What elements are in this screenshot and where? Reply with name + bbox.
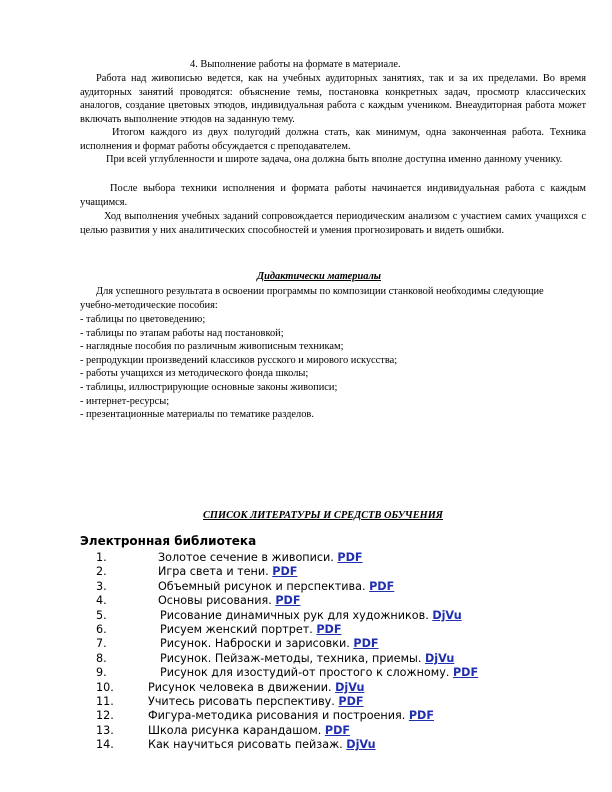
literature-item-title-text: Рисуем женский портрет. (160, 623, 317, 636)
literature-item-title-text: Рисование динамичных рук для художников. (160, 608, 433, 622)
literature-item-number: 1. (96, 551, 107, 564)
literature-download-link[interactable]: PDF (272, 565, 298, 579)
literature-item-number: 11. (96, 695, 114, 708)
list-item: - таблицы по этапам работы над постановкой; (80, 327, 284, 339)
ebook-section-title: Электронная библиотека (80, 534, 257, 548)
literature-item-title-text: Рисунок для изостудий-от простого к сложному. (160, 666, 453, 680)
literature-item-number: 8. (96, 651, 107, 665)
literature-download-link[interactable]: PDF (452, 666, 479, 680)
literature-list (96, 550, 576, 760)
literature-item-number: 13. (96, 723, 114, 737)
didactic-list (80, 313, 586, 422)
literature-download-link[interactable]: PDF (337, 551, 363, 564)
literature-item-number: 4. (96, 594, 107, 608)
literature-item-title (148, 694, 364, 709)
literature-item-title (158, 579, 394, 594)
literature-download-link[interactable]: DjVu (335, 680, 365, 694)
literature-download-link[interactable]: PDF (324, 723, 351, 737)
literature-download-link[interactable]: PDF (353, 637, 379, 651)
literature-item-title-text: Как научиться рисовать пейзаж. (148, 738, 347, 752)
literature-item-title (148, 680, 364, 695)
list-item: - презентационные материалы по тематике разделов. (80, 409, 314, 421)
literature-item-title-text: Рисунок. Наброски и зарисовки. (160, 637, 354, 651)
didactic-intro: Для успешного результата в освоении программы по композиции станковой необходимы следующие учебно-методические пособия: (80, 286, 544, 311)
literature-item-number: 14. (96, 738, 114, 752)
literature-item-title (160, 665, 478, 680)
literature-item-title-text: Основы рисования. (158, 594, 276, 608)
literature-download-link[interactable]: PDF (338, 695, 364, 708)
literature-item-title (158, 593, 300, 608)
literature-item-number: 7. (96, 637, 107, 651)
literature-item-title (160, 608, 462, 623)
literature-download-link[interactable]: PDF (369, 579, 395, 593)
literature-item-title-text: Золотое сечение в живописи. (158, 551, 338, 564)
literature-item-title-text: Фигура-методика рисования и построения. (148, 709, 409, 723)
list-item: - репродукции произведений классиков русского и мирового искусства; (80, 354, 398, 366)
list-item: - работы учащихся из методического фонда школы; (80, 368, 309, 380)
section-4-title: 4. Выполнение работы на формате в материале. (190, 59, 401, 70)
list-item: - интернет-ресурсы; (80, 395, 170, 407)
paragraph-1: Работа над живописью ведется, как на учебных аудиторных занятиях, так и за их пределами. Во время аудиторных занятий проводятся: объяснение темы, постановка конкретных задач, просмотр классических аналогов, создание цветовых этюдов, индивидуальная работа с каждым учеником. Внеаудиторная работа может включать выполнение этюдов на заданную тему. (80, 73, 586, 125)
literature-download-link[interactable]: PDF (408, 709, 434, 723)
literature-item-title (160, 622, 341, 637)
literature-item-title-text: Объемный рисунок и перспектива. (158, 579, 370, 593)
literature-item-title (148, 723, 350, 738)
literature-item-title (158, 550, 363, 565)
paragraph-5: Ход выполнения учебных заданий сопровождается периодическим анализом с участием самих учащихся с целью развития у них аналитических способностей и умения прогнозировать и видеть ошибки. (80, 211, 586, 236)
list-item: - наглядные пособия по различным живописным техникам; (80, 341, 344, 353)
literature-item-title-text: Игра света и тени. (158, 565, 273, 579)
literature-download-link[interactable]: PDF (275, 594, 301, 608)
literature-item-number: 2. (96, 565, 107, 579)
paragraph-4: После выбора техники исполнения и формата работы начинается индивидуальная работа с каждым учащимся. (80, 183, 586, 208)
literature-download-link[interactable]: DjVu (432, 608, 462, 622)
literature-download-link[interactable]: DjVu (424, 651, 455, 665)
literature-item-title-text: Рисунок. Пейзаж-методы, техника, приемы. (160, 651, 425, 665)
list-item: - таблицы по цветоведению; (80, 314, 206, 325)
paragraph-3: При всей углубленности и широте задача, она должна быть вполне доступна именно данному ученику. (106, 154, 563, 165)
literature-item-title (148, 708, 434, 723)
list-item: - таблицы, иллюстрирующие основные законы живописи; (80, 381, 338, 393)
literature-item-title-text: Школа рисунка карандашом. (148, 723, 325, 737)
didactic-title: Дидактически материалы (257, 271, 381, 282)
paragraph-2: Итогом каждого из двух полугодий должна стать, как минимум, одна законченная работа. Техника исполнения и формат работы обсуждается с преподавателем. (80, 127, 586, 152)
literature-item-title-text: Рисунок человека в движении. (148, 680, 336, 694)
literature-item-title (160, 651, 454, 666)
literature-download-link[interactable]: DjVu (346, 738, 376, 752)
literature-item-title (148, 737, 376, 752)
literature-item-number: 3. (96, 579, 107, 593)
literature-item-number: 9. (96, 666, 107, 680)
literature-item-title (160, 636, 379, 651)
literature-item-title (158, 564, 297, 579)
literature-item-number: 12. (96, 709, 114, 723)
literature-item-number: 6. (96, 623, 107, 636)
literature-item-number: 5. (96, 608, 107, 622)
literature-item-number: 10. (96, 680, 114, 694)
literature-item-title-text: Учитесь рисовать перспективу. (148, 695, 339, 708)
literature-download-link[interactable]: PDF (316, 623, 342, 636)
literature-title: СПИСОК ЛИТЕРАТУРЫ И СРЕДСТВ ОБУЧЕНИЯ (203, 510, 443, 521)
